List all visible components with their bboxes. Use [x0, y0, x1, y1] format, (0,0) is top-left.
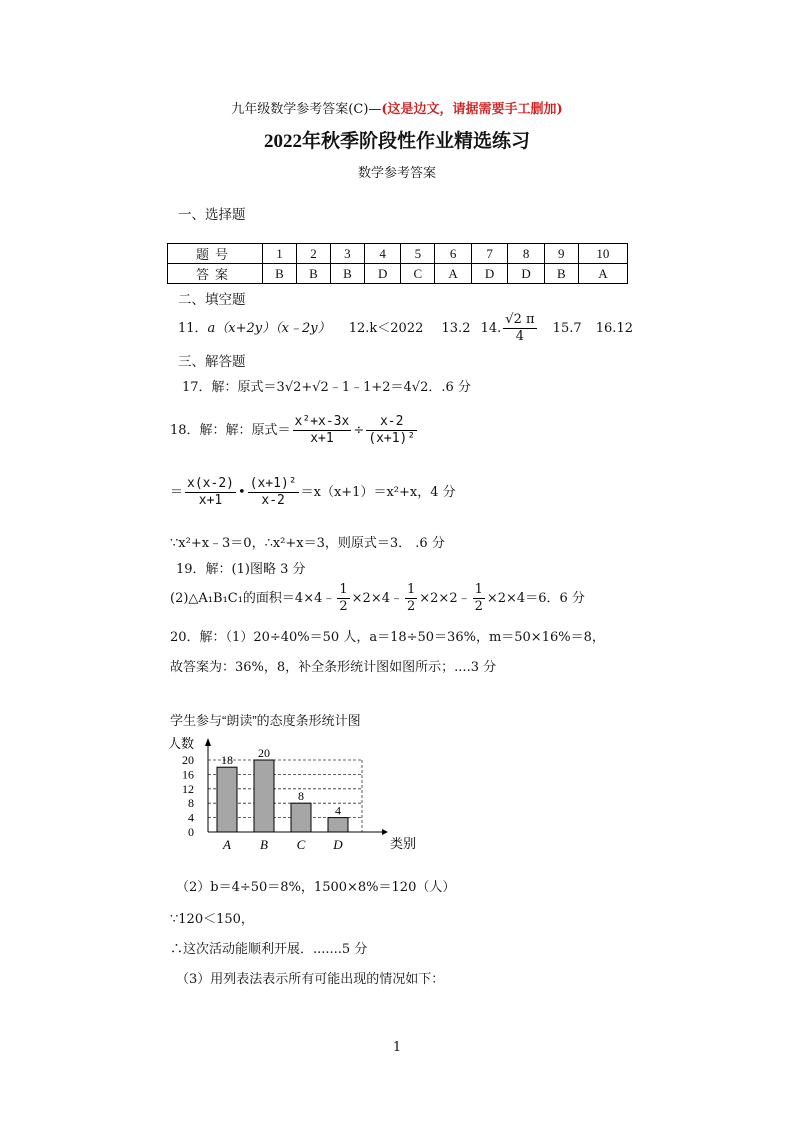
q18-fraction-1 [293, 414, 352, 447]
half-fraction [337, 582, 349, 615]
fraction-denominator: 2 [406, 599, 416, 614]
fraction-numerator: 1 [474, 582, 483, 597]
chart-title: 学生参与“朗读”的态度条形统计图 [170, 713, 361, 728]
table-cell: D [508, 264, 544, 284]
x-tick-label: A [223, 837, 231, 852]
table-cell: 7 [471, 244, 507, 264]
q18-lead: 18．解：解：原式＝ [170, 423, 291, 438]
table-cell: 4 [364, 244, 400, 264]
q19-line2 [170, 582, 585, 615]
fraction-numerator: 1 [339, 582, 348, 597]
table-row-numbers [168, 244, 628, 264]
q11-number: 11． [178, 321, 208, 336]
table-cell: B [544, 264, 578, 284]
y-tick-label: 12 [182, 781, 194, 796]
x-axis-arrow [382, 829, 388, 835]
table-cell: D [471, 264, 507, 284]
section-fill: 二、填空题 [178, 292, 246, 308]
q20-line1: 20．解：（1）20÷40%＝50 人，a＝18÷50＝36%，m＝50×16%＝8， [170, 630, 605, 645]
bar-value-label: 8 [298, 789, 304, 804]
table-cell: 9 [544, 244, 578, 264]
fraction-denominator: 2 [474, 599, 483, 614]
table-cell: C [401, 264, 435, 284]
q15-answer: 15.7 [552, 321, 582, 336]
table-cell: 2 [296, 244, 330, 264]
dot-sign: • [237, 485, 246, 500]
chart-bars [217, 760, 348, 832]
y-tick-label: 0 [188, 825, 194, 839]
x-axis-title: 类别 [390, 836, 417, 851]
section-choice: 一、选择题 [178, 207, 246, 223]
q20-line4: ∵120＜150， [170, 912, 254, 927]
fraction-denominator: (x+1)² [368, 431, 416, 446]
q12-answer: 12.k＜2022 [348, 321, 424, 336]
fill-answers [178, 312, 633, 345]
table-cell: 1 [263, 244, 297, 264]
table-cell: 5 [401, 244, 435, 264]
q19-line1: 19．解：(1)图略 3 分 [176, 562, 306, 577]
section-solve: 三、解答题 [178, 354, 246, 370]
q20-line2: 故答案为：36%，8，补全条形统计图如图所示；....3 分 [170, 660, 497, 675]
x-tick-label: C [296, 837, 306, 852]
q19-part: ×2×4﹣ [351, 591, 403, 606]
header-note: (这是边文，请据需要手工删加) [381, 102, 563, 117]
fraction-denominator: x+1 [198, 493, 223, 508]
y-tick-label: 20 [182, 753, 194, 767]
q20-line3: （2）b＝4÷50＝8%，1500×8%＝120（人） [176, 880, 456, 895]
q20-line6: （3）用列表法表示所有可能出现的情况如下： [176, 972, 445, 987]
q19-part: ×2×2﹣ [419, 591, 471, 606]
page-header [0, 98, 794, 117]
table-cell: 3 [330, 244, 364, 264]
table-row-answers [168, 264, 628, 284]
table-header-number: 题号 [168, 244, 263, 264]
page-title: 2022年秋季阶段性作业精选练习 [263, 131, 530, 152]
fraction-denominator: x+1 [310, 431, 334, 446]
q14-denominator: 4 [515, 329, 525, 344]
fraction-denominator: x-2 [261, 493, 285, 508]
table-cell: B [330, 264, 364, 284]
bar-chart [168, 732, 417, 860]
q18-fraction-3 [185, 476, 236, 509]
q18-tail: ＝x（x+1）＝x²+x，4 分 [300, 485, 456, 500]
table-cell: 6 [435, 244, 471, 264]
page-number: 1 [392, 1040, 402, 1055]
q14-label: 14. [480, 321, 502, 336]
y-tick-label: 16 [182, 767, 194, 782]
bar-value-label: 4 [335, 803, 341, 818]
y-axis-arrow [205, 738, 211, 746]
q18-fraction-4 [248, 476, 299, 509]
q19-lead: (2)△A₁B₁C₁的面积＝4×4﹣ [170, 591, 336, 606]
chart-labels [168, 736, 416, 852]
bar [328, 818, 348, 832]
q14-numerator: √2 π [505, 312, 535, 327]
header-prefix: 九年级数学参考答案(C)— [231, 102, 382, 117]
half-fraction [473, 582, 485, 615]
bar [254, 760, 274, 832]
q18-line2 [170, 476, 456, 509]
fraction-numerator: 1 [406, 582, 416, 597]
table-cell: 10 [578, 244, 627, 264]
bar [291, 803, 311, 832]
divide-sign: ÷ [353, 423, 365, 438]
table-header-answer: 答案 [168, 264, 263, 284]
q17-solution: 17．解：原式＝3√2+√2﹣1﹣1+2＝4√2．.6 分 [182, 380, 471, 395]
bar [217, 767, 237, 832]
q18-line3: ∵x²+x﹣3＝0，∴x²+x＝3，则原式＝3． .6 分 [170, 536, 445, 551]
bar-value-label: 20 [258, 746, 270, 760]
q18-fraction-2 [366, 414, 417, 447]
y-tick-label: 4 [188, 810, 194, 825]
q11-answer: a（x+2y）（x﹣2y） [207, 321, 331, 336]
fraction-numerator: x(x-2) [187, 476, 234, 491]
equals-sign: ＝ [170, 485, 184, 500]
fraction-numerator: x-2 [366, 414, 417, 431]
q19-part: ×2×4＝6．6 分 [486, 591, 585, 606]
answer-table [167, 243, 628, 284]
page-subtitle: 数学参考答案 [357, 166, 436, 181]
x-tick-label: B [260, 837, 268, 852]
table-cell: D [364, 264, 400, 284]
q20-line5: ∴这次活动能顺利开展．.......5 分 [170, 942, 368, 957]
y-tick-label: 8 [188, 796, 194, 811]
fraction-numerator: (x+1)² [249, 476, 297, 491]
q14-fraction [503, 312, 536, 345]
table-cell: B [296, 264, 330, 284]
table-cell: A [435, 264, 471, 284]
q16-answer: 16.12 [595, 321, 633, 336]
fraction-numerator: x²+x-3x [294, 414, 350, 429]
fraction-denominator: 2 [339, 599, 348, 614]
table-cell: 8 [508, 244, 544, 264]
q18-line1 [170, 414, 419, 447]
x-tick-label: D [333, 837, 343, 852]
q13-answer: 13.2 [441, 321, 471, 336]
half-fraction [405, 582, 417, 615]
table-cell: A [578, 264, 627, 284]
y-axis-title: 人数 [168, 736, 195, 751]
bar-value-label: 18 [221, 753, 233, 768]
table-cell: B [263, 264, 297, 284]
